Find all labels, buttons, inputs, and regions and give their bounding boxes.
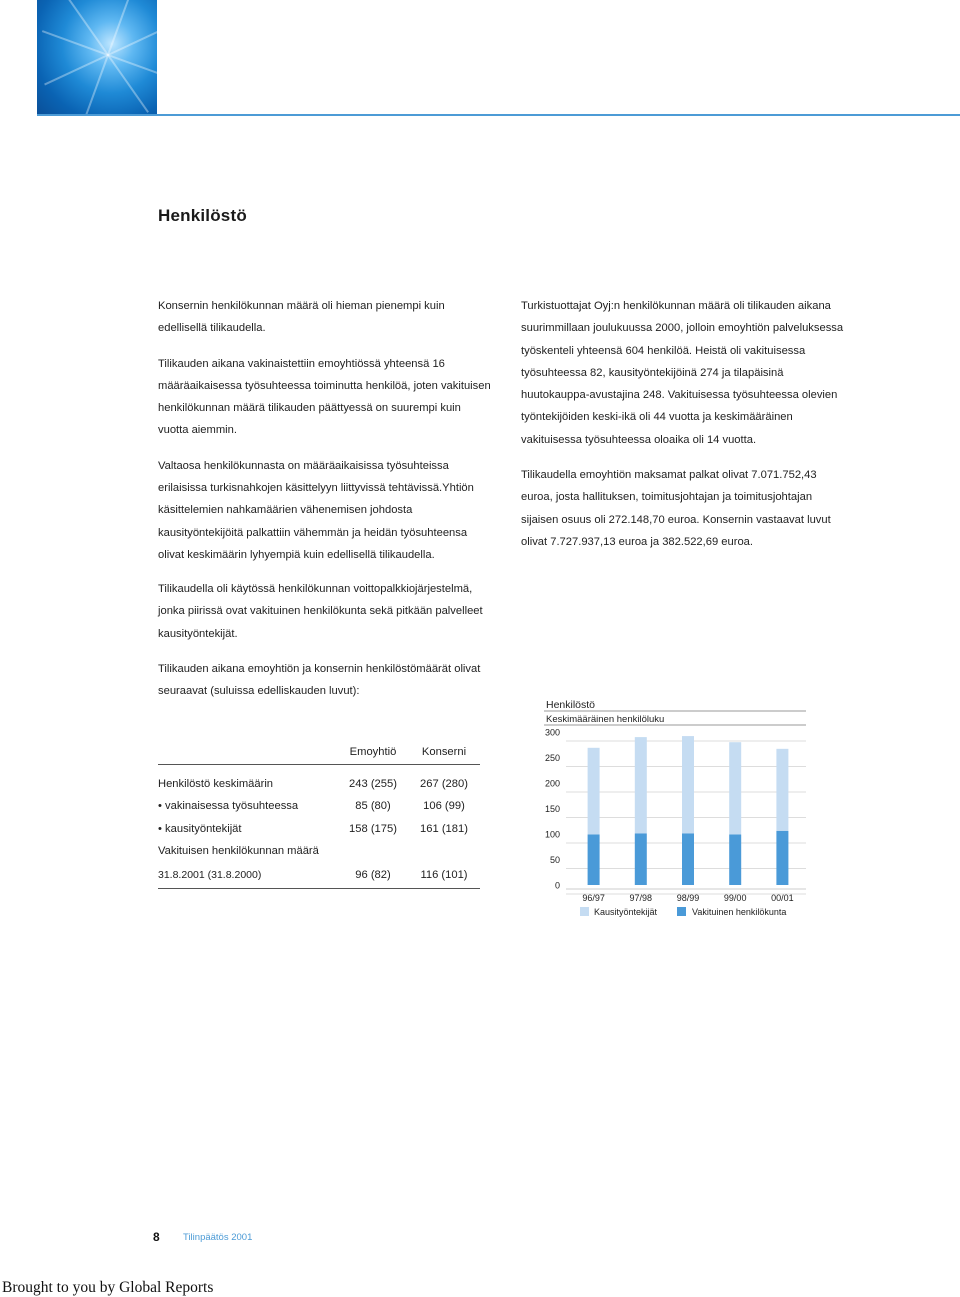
page-number: 8 <box>153 1230 160 1244</box>
x-tick-label: 00/01 <box>771 893 794 903</box>
bar-kausityontekijat <box>729 742 741 834</box>
bar-vakituinen <box>588 835 600 885</box>
x-tick-label: 97/98 <box>629 893 653 903</box>
legend-label: Vakituinen henkilökunta <box>692 907 787 917</box>
y-tick-label: 100 <box>544 829 560 840</box>
legend-swatch-vakituinen <box>677 907 686 916</box>
right-column <box>521 295 851 566</box>
bar-vakituinen <box>682 833 694 885</box>
page-title: Henkilöstö <box>158 206 247 225</box>
table-header-cell <box>158 740 338 765</box>
table-header-row <box>158 740 480 765</box>
x-tick-label: 96/97 <box>582 893 605 903</box>
table-row <box>158 840 480 862</box>
kons-value: 161 (181) <box>420 822 468 835</box>
row-label: Vakituisen henkilökunnan määrä <box>158 845 319 858</box>
bar-kausityontekijat <box>635 737 647 833</box>
bar-vakituinen <box>729 835 741 885</box>
legend-swatch-kausityontekijat <box>580 907 589 916</box>
chart-subtitle: Keskimääräinen henkilöluku <box>546 714 665 725</box>
paragraph: Turkistuottajat Oyj:n henkilökunnan määrä oli tilikauden aikana suurimmillaan joulukuussa 2000, jolloin emoyhtiön palveluksessa työskenteli yhteensä 604 henkilöä. Heistä oli vakituisessa työsuhteessa 82, kausityöntekijöinä 274 ja tilapäisinä huutokauppa-avustajina 248. Vakituisessa työsuhteessa olevien työntekijöiden keski-ikä oli 44 vuotta ja keskimääräinen vakituisessa työsuhteessa oloaika oli 14 vuotta. <box>521 300 844 446</box>
paragraph: Tilikaudella oli käytössä henkilökunnan voittopalkkiojärjestelmä, jonka piirissä ovat vakituinen henkilökunta sekä pitkään palvelleet kausityöntekijät. <box>158 583 483 640</box>
bar-kausityontekijat <box>776 749 788 831</box>
table-row <box>158 862 480 889</box>
personnel-table <box>158 740 480 889</box>
emo-value: 158 (175) <box>349 822 397 835</box>
paragraph: Konsernin henkilökunnan määrä oli hieman pienempi kuin edellisellä tilikaudella. <box>158 300 445 335</box>
row-label: • kausityöntekijät <box>158 822 242 835</box>
report-title: Tilinpäätös 2001 <box>183 1232 253 1243</box>
paragraph: Tilikauden aikana emoyhtiön ja konsernin henkilöstömäärät olivat seuraavat (suluissa edelliskauden luvut): <box>158 662 481 698</box>
x-tick-label: 98/99 <box>676 893 700 903</box>
paragraph: Tilikaudella emoyhtiön maksamat palkat olivat 7.071.752,43 euroa, josta hallituksen, toimitusjohtajan ja toimitusjohtajan sijaisen osuus oli 272.148,70 euroa. Konsernin vastaavat luvut olivat 7.727.937,13 euroa ja 382.522,69 euroa. <box>521 469 831 548</box>
y-tick-label: 50 <box>549 855 560 865</box>
brought-by-text: Brought to you by Global Reports <box>2 1279 214 1296</box>
chart-title: Henkilöstö <box>546 699 596 711</box>
header-rule <box>37 114 960 116</box>
kons-value: 267 (280) <box>420 778 468 791</box>
kons-value <box>408 840 480 862</box>
table-row <box>158 795 480 817</box>
paragraph: Valtaosa henkilökunnasta on määräaikaisissa työsuhteissa erilaisissa turkisnahkojen käsittelyyn liittyvissä tehtävissä.Yhtiön käsittelemien nahkamäärien vähenemisen johdosta kausityöntekijöitä palkattiin vähemmän ja heidän työsuhteensa olivat keskimäärin lyhyempiä kuin edellisellä tilikaudella. <box>158 459 474 561</box>
legend-label: Kausityöntekijät <box>594 907 658 917</box>
paragraph: Tilikauden aikana vakinaistettiin emoyhtiössä yhteensä 16 määräaikaisessa työsuhteessa toiminutta henkilöä, joten vakituisen henkilökunnan määrä tilikauden päättyessä on suurempi kuin vuotta aiemmin. <box>158 357 491 437</box>
row-label: • vakinaisessa työsuhteessa <box>158 800 299 813</box>
left-column <box>158 295 493 579</box>
bar-kausityontekijat <box>588 748 600 835</box>
table-row <box>158 773 480 795</box>
y-tick-label: 150 <box>544 804 560 814</box>
kons-value: 116 (101) <box>408 862 480 889</box>
table-row <box>158 818 480 840</box>
kons-value: 106 (99) <box>423 800 465 813</box>
left-lower-column <box>158 578 493 715</box>
table-header-cell: Konserni <box>408 740 480 765</box>
emo-value <box>338 840 408 862</box>
header-photo <box>37 0 157 115</box>
y-tick-label: 300 <box>544 727 560 738</box>
emo-value: 96 (82) <box>338 862 408 889</box>
row-label: Henkilöstö keskimäärin <box>158 778 274 791</box>
row-label: 31.8.2001 (31.8.2000) <box>158 862 338 889</box>
y-tick-label: 0 <box>554 880 560 891</box>
emo-value: 85 (80) <box>355 800 391 813</box>
table-header-cell: Emoyhtiö <box>338 740 408 765</box>
y-tick-label: 250 <box>544 753 560 763</box>
y-tick-label: 200 <box>544 778 560 789</box>
x-tick-label: 99/00 <box>723 893 747 903</box>
emo-value: 243 (255) <box>349 778 397 791</box>
bar-kausityontekijat <box>682 736 694 833</box>
personnel-bar-chart <box>540 696 810 926</box>
bar-vakituinen <box>635 833 647 885</box>
bar-vakituinen <box>776 831 788 885</box>
